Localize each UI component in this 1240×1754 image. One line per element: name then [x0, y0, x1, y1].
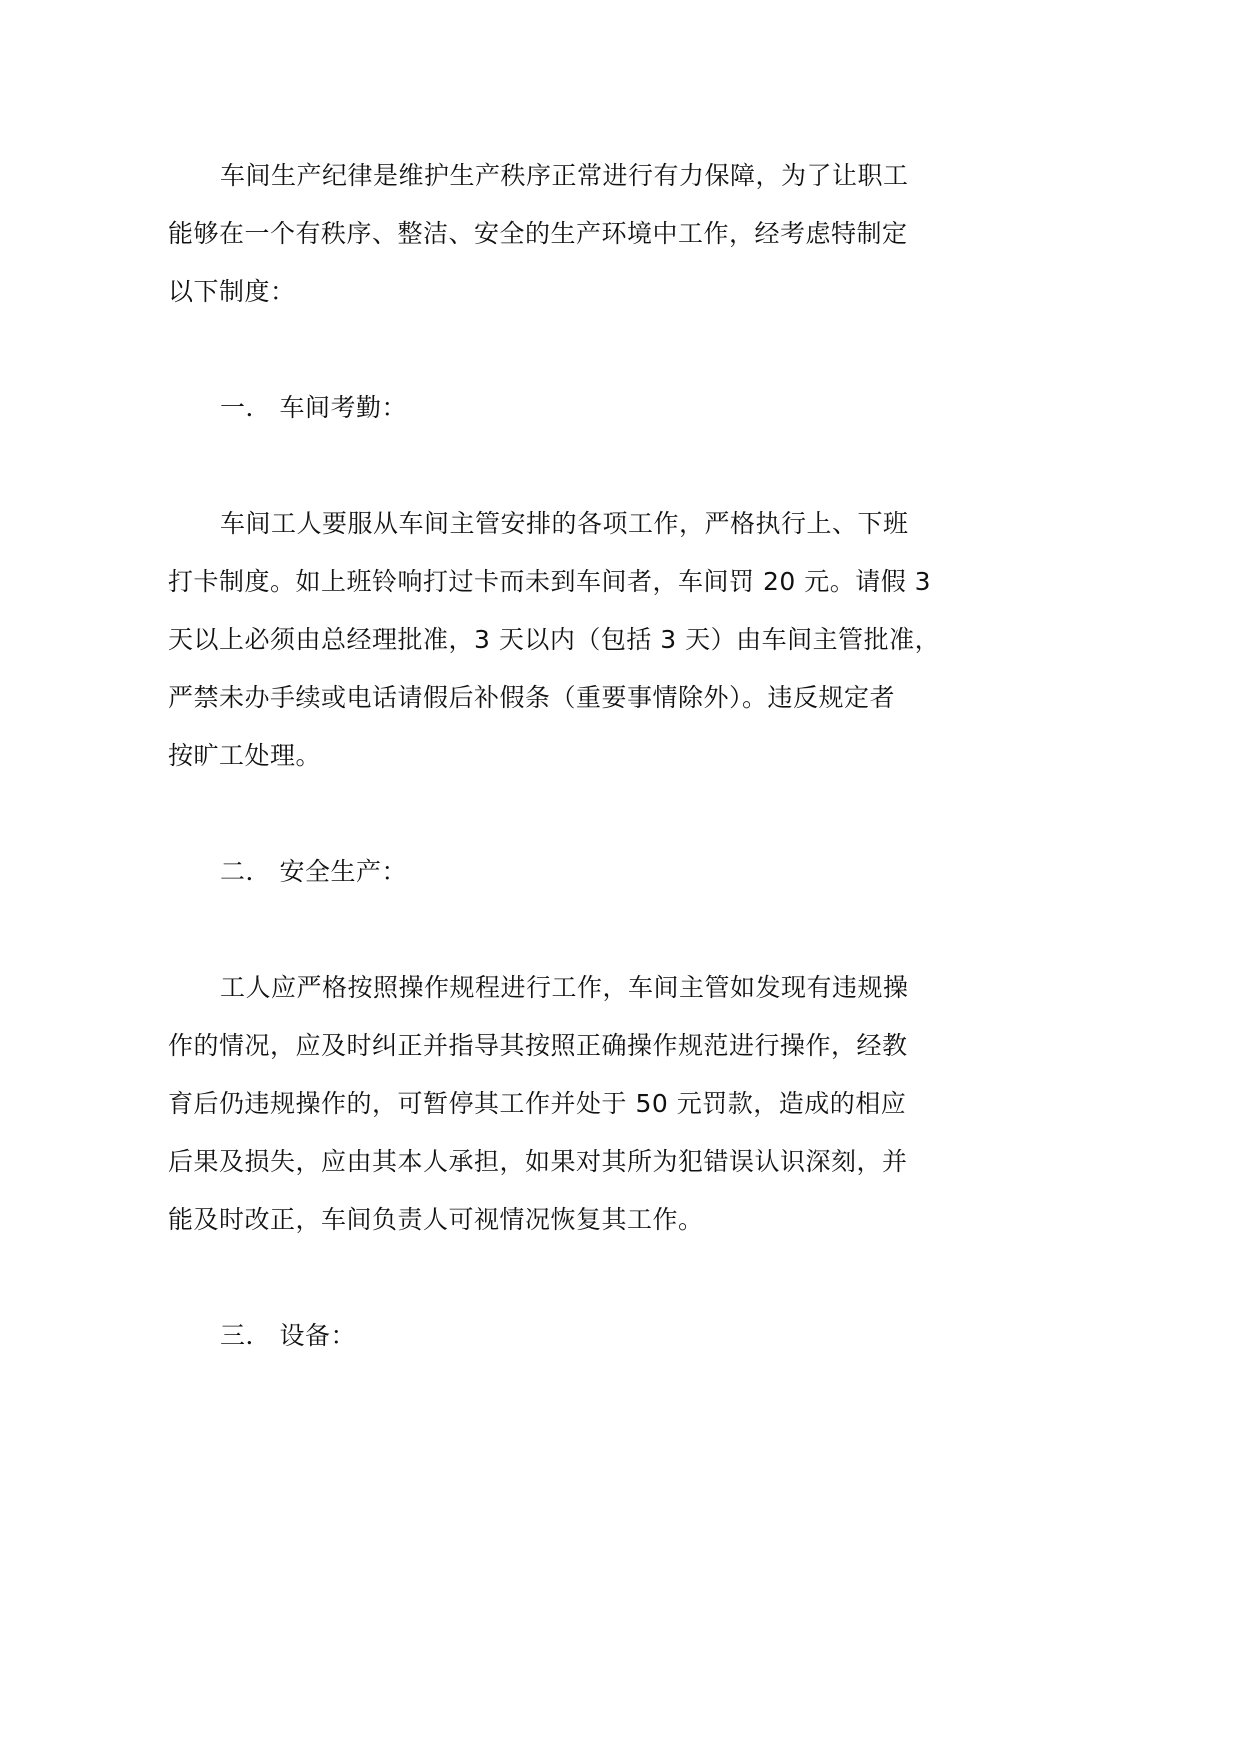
section-2-line-3: 育后仍违规操作的，可暂停其工作并处于 50 元罚款，造成的相应 [168, 1089, 907, 1118]
section-heading-1: 一． 车间考勤： [220, 393, 407, 422]
section-1-line-4: 严禁未办手续或电话请假后补假条（重要事情除外）。违反规定者 [168, 683, 896, 712]
section-heading-2: 二． 安全生产： [220, 857, 407, 886]
intro-line-3: 以下制度： [168, 277, 296, 306]
section-1-line-3: 天以上必须由总经理批准，3 天以内（包括 3 天）由车间主管批准， [168, 625, 941, 654]
section-2-line-5: 能及时改正，车间负责人可视情况恢复其工作。 [168, 1205, 704, 1234]
section-1-line-1: 车间工人要服从车间主管安排的各项工作，严格执行上、下班 [220, 509, 909, 538]
section-1-line-2: 打卡制度。如上班铃响打过卡而未到车间者，车间罚 20 元。请假 3 [168, 567, 932, 596]
intro-line-2: 能够在一个有秩序、整洁、安全的生产环境中工作，经考虑特制定 [168, 219, 908, 248]
intro-line-1: 车间生产纪律是维护生产秩序正常进行有力保障，为了让职工 [220, 161, 909, 190]
section-1-line-5: 按旷工处理。 [168, 741, 322, 770]
section-2-line-4: 后果及损失，应由其本人承担，如果对其所为犯错误认识深刻，并 [168, 1147, 908, 1176]
section-2-line-1: 工人应严格按照操作规程进行工作，车间主管如发现有违规操 [220, 973, 909, 1002]
section-2-line-2: 作的情况，应及时纠正并指导其按照正确操作规范进行操作，经教 [168, 1031, 908, 1060]
section-heading-3: 三． 设备： [220, 1321, 356, 1350]
